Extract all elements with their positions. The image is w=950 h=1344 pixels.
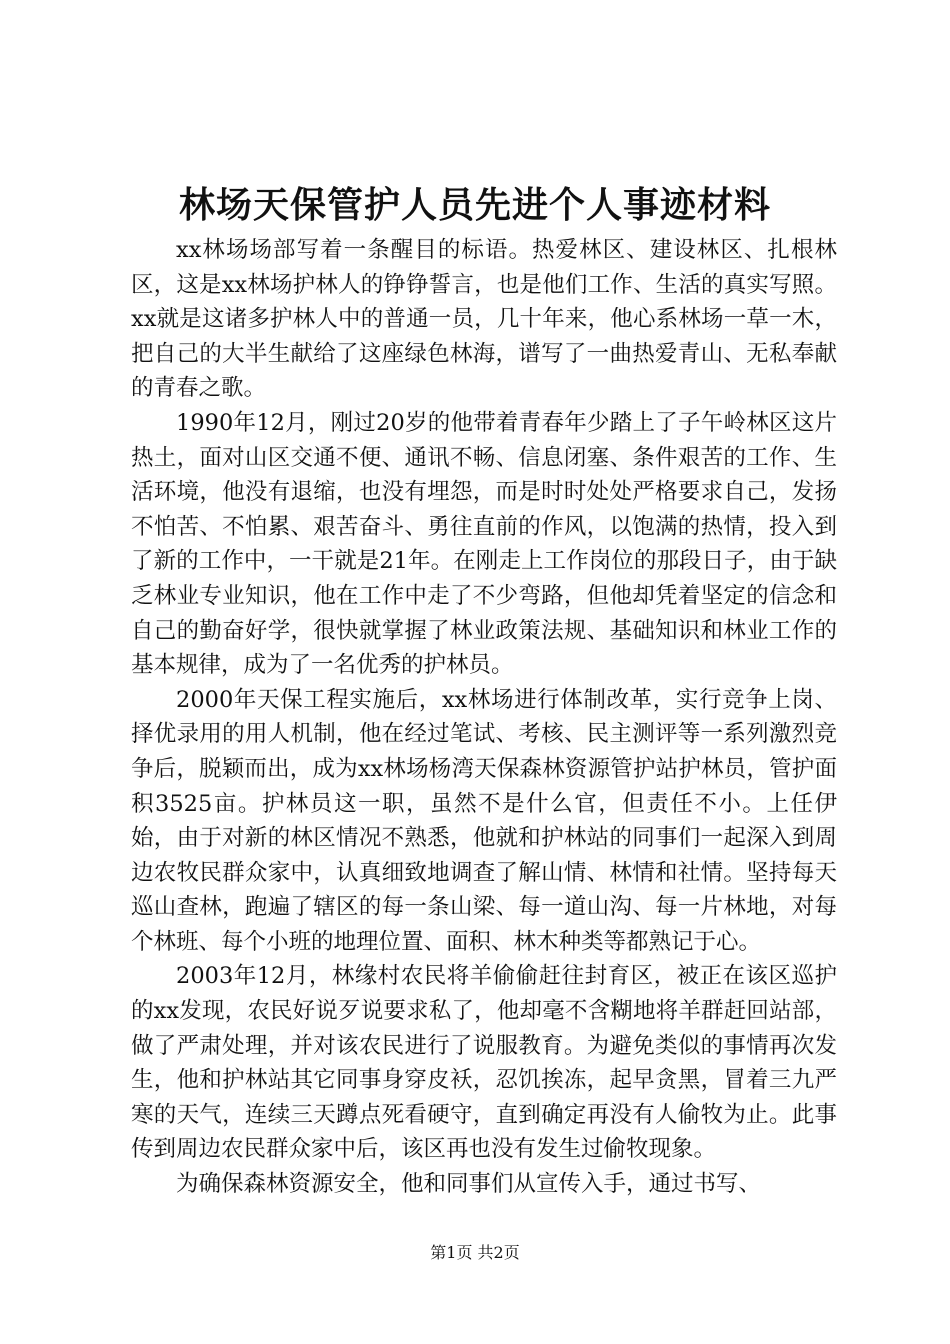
page-number-footer: 第1页 共2页: [430, 1243, 520, 1262]
paragraph-2: 1990年12月，刚过20岁的他带着青春年少踏上了子午岭林区这片热土，面对山区交通不便、通讯不畅、信息闭塞、条件艰苦的工作、生活环境，他没有退缩，也没有埋怨，而是时时处处严格要求自己，发扬不怕苦、不怕累、艰苦奋斗、勇往直前的作风，以饱满的热情，投入到了新的工作中，一干就是21年。在刚走上工作岗位的那段日子，由于缺乏林业专业知识，他在工作中走了不少弯路，但他却凭着坚定的信念和自己的勤奋好学，很快就掌握了林业政策法规、基础知识和林业工作的基本规律，成为了一名优秀的护林员。: [131, 409, 837, 679]
paragraph-3: 2000年天保工程实施后，xx林场进行体制改革，实行竞争上岗、择优录用的用人机制，他在经过笔试、考核、民主测评等一系列激烈竞争后，脱颖而出，成为xx林场杨湾天保森林资源管护站护林员，管护面积3525亩。护林员这一职，虽然不是什么官，但责任不小。上任伊始，由于对新的林区情况不熟悉，他就和护林站的同事们一起深入到周边农牧民群众家中，认真细致地调查了解山情、林情和社情。坚持每天巡山查林，跑遍了辖区的每一条山梁、每一道山沟、每一片林地，对每个林班、每个小班的地理位置、面积、林木种类等都熟记于心。: [131, 686, 837, 955]
document-body: [131, 233, 837, 1202]
paragraph-5: 为确保森林资源安全，他和同事们从宣传入手，通过书写、: [176, 1171, 762, 1198]
paragraph-4: 2003年12月，林缘村农民将羊偷偷赶往封育区，被正在该区巡护的xx发现，农民好说歹说要求私了，他却毫不含糊地将羊群赶回站部，做了严肃处理，并对该农民进行了说服教育。为避免类似的事情再次发生，他和护林站其它同事身穿皮袄，忍饥挨冻，起早贪黑，冒着三九严寒的天气，连续三天蹲点死看硬守，直到确定再没有人偷牧为止。此事传到周边农民群众家中后，该区再也没有发生过偷牧现象。: [131, 963, 837, 1163]
document-title: 林场天保管护人员先进个人事迹材料: [178, 185, 771, 226]
paragraph-1: xx林场场部写着一条醒目的标语。热爱林区、建设林区、扎根林区，这是xx林场护林人的铮铮誓言，也是他们工作、生活的真实写照。xx就是这诸多护林人中的普通一员，几十年来，他心系林场一草一木，把自己的大半生献给了这座绿色林海，谱写了一曲热爱青山、无私奉献的青春之歌。: [131, 237, 837, 402]
